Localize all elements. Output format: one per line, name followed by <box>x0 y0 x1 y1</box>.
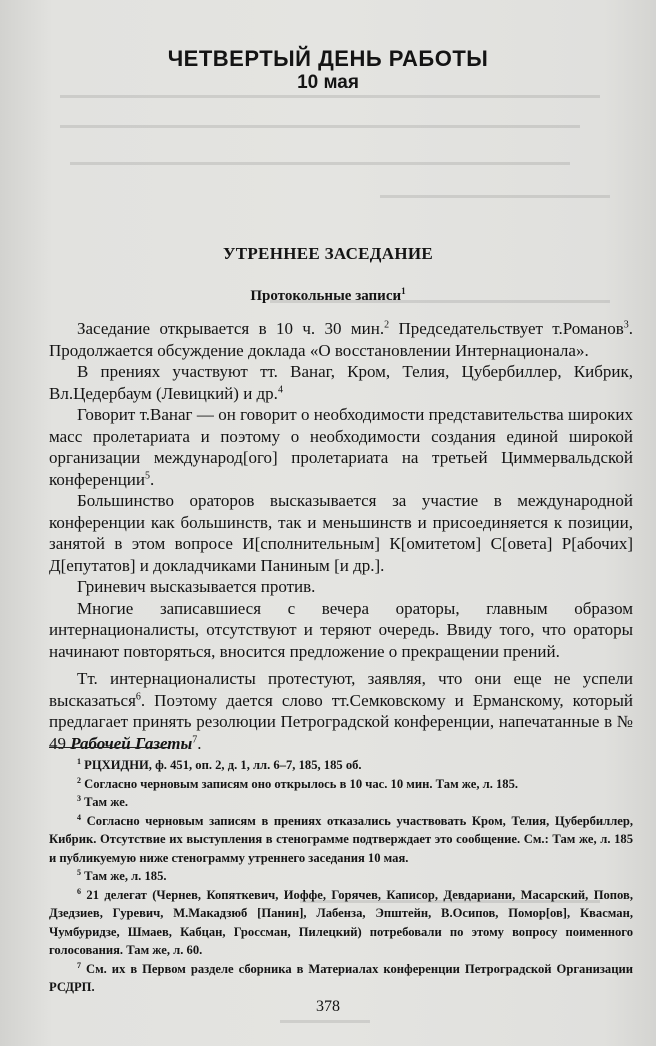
footnote-number: 6 <box>77 886 81 896</box>
session-heading: УТРЕННЕЕ ЗАСЕДАНИЕ <box>222 244 434 263</box>
footnote-ref-2: 2 <box>384 319 390 331</box>
footnote-text: Там же, л. 185. <box>84 869 167 883</box>
section-subtitle <box>0 286 656 305</box>
footnote-1 <box>49 756 633 775</box>
footnote-text: См. их в Первом разделе сборника в Материалах конференции Петроградской Организации РСДРП. <box>49 961 633 994</box>
footnote-text: 21 делегат (Чернев, Копяткевич, Иоффе, Горячев, Каписор, Девдариани, Масарский, Попов, Дзедзиев, Гуревич, М.Макадзюб [Панин], Лабенза, Эпштейн, В.Осипов, Помор[ов], Квасман, Чумбуридзе, Шмаев, Кабцан, Гроссман, Пилецкий) потребовали по этому вопросу поименного голосования. Там же, л. 60. <box>49 887 633 957</box>
footnote-number: 5 <box>77 867 81 877</box>
footnote-number: 7 <box>77 960 81 970</box>
paragraph-3 <box>49 404 633 490</box>
p1-text-a: Заседание открывается в 10 ч. 30 мин. <box>77 319 385 338</box>
footnote-text: РЦХИДНИ, ф. 451, оп. 2, д. 1, лл. 6–7, 185, 185 об. <box>84 758 362 772</box>
footnote-number: 3 <box>77 793 81 803</box>
newspaper-title: Рабочей Газеты <box>70 733 193 753</box>
minutes-body <box>49 318 633 754</box>
footnote-7 <box>49 960 633 997</box>
paragraph-6: Многие записавшиеся с вечера ораторы, главным образом интернационалисты, отсутствуют и теряют очередь. Ввиду того, что ораторы начинают повторяться, вносится предложение о прекращении прений. <box>49 598 633 661</box>
date-subtitle: 10 мая <box>297 72 359 93</box>
p7-end: . <box>197 733 202 753</box>
p3-end: . <box>150 469 155 489</box>
paragraph-5: Гриневич высказывается против. <box>77 577 316 596</box>
p3-text: Говорит т.Ванаг — он говорит о необходимости представительства широких масс пролетариата и поэтому о необходимости создания единой широкой организации международ[ого] пролетариата на третьей Циммервальдской конференции <box>49 405 633 489</box>
p2-text: В прениях участвуют тт. Ванаг, Кром, Телия, Цубербиллер, Кибрик, Вл.Цедербаум (Левицкий) и др. <box>49 362 633 403</box>
subtitle-footnote-ref: 1 <box>401 286 406 296</box>
footnote-4 <box>49 812 633 868</box>
footnote-ref-5: 5 <box>145 469 150 481</box>
footnote-number: 2 <box>77 775 81 785</box>
footnote-ref-3: 3 <box>623 319 629 331</box>
footnote-ref-7: 7 <box>192 733 198 745</box>
footnote-2 <box>49 775 633 794</box>
footnote-separator <box>49 747 169 748</box>
footnote-number: 1 <box>77 756 81 766</box>
footnote-6 <box>49 886 633 960</box>
paragraph-1 <box>49 318 633 361</box>
footnote-ref-4: 4 <box>277 383 283 395</box>
paragraph-7 <box>49 668 633 754</box>
footnote-5 <box>49 867 633 886</box>
p7-text-a: Тт. интернационалисты протестуют, заявляя, что они еще не успели высказаться <box>49 669 633 710</box>
footnote-text: Согласно черновым записям в прениях отказались участвовать Кром, Телия, Цубербиллер, Кибрик. Отсутствие их выступления в стенограмме подтверждает это сообщение. См.: Там же, л. 185 и публикуемую ниже стенограмму утреннего заседания 10 мая. <box>49 813 633 865</box>
footnote-ref-6: 6 <box>135 690 141 702</box>
p1-text-c: . Продолжается обсуждение доклада «О восстановлении Интернационала». <box>49 319 633 360</box>
p7-text-b: . Поэтому дается слово тт.Семковскому и Ерманскому, который предлагает принять резолюции Петроградской конференции, напечатанные в № 49 <box>49 690 633 753</box>
paragraph-2 <box>49 361 633 404</box>
page-number: 378 <box>316 998 340 1015</box>
paragraph-4: Большинство ораторов высказывается за участие в международной конференции как большинств, так и меньшинств и присоединяется к позиции, занятой в этом вопросе И[сполнительным] К[омитетом] С[овета] Р[абочих] Д[епутатов] и докладчиками Паниным [и др.]. <box>49 491 633 575</box>
subtitle-text: Протокольные записи <box>250 288 402 304</box>
footnote-3 <box>49 793 633 812</box>
footnote-text: Согласно черновым записям оно открылось в 10 час. 10 мин. Там же, л. 185. <box>84 776 519 791</box>
footnotes <box>49 756 633 997</box>
day-title: ЧЕТВЕРТЫЙ ДЕНЬ РАБОТЫ <box>167 46 489 71</box>
p1-text-b: Председательствует т.Романов <box>389 319 624 338</box>
footnote-text: Там же. <box>84 795 128 809</box>
footnote-number: 4 <box>77 812 81 822</box>
